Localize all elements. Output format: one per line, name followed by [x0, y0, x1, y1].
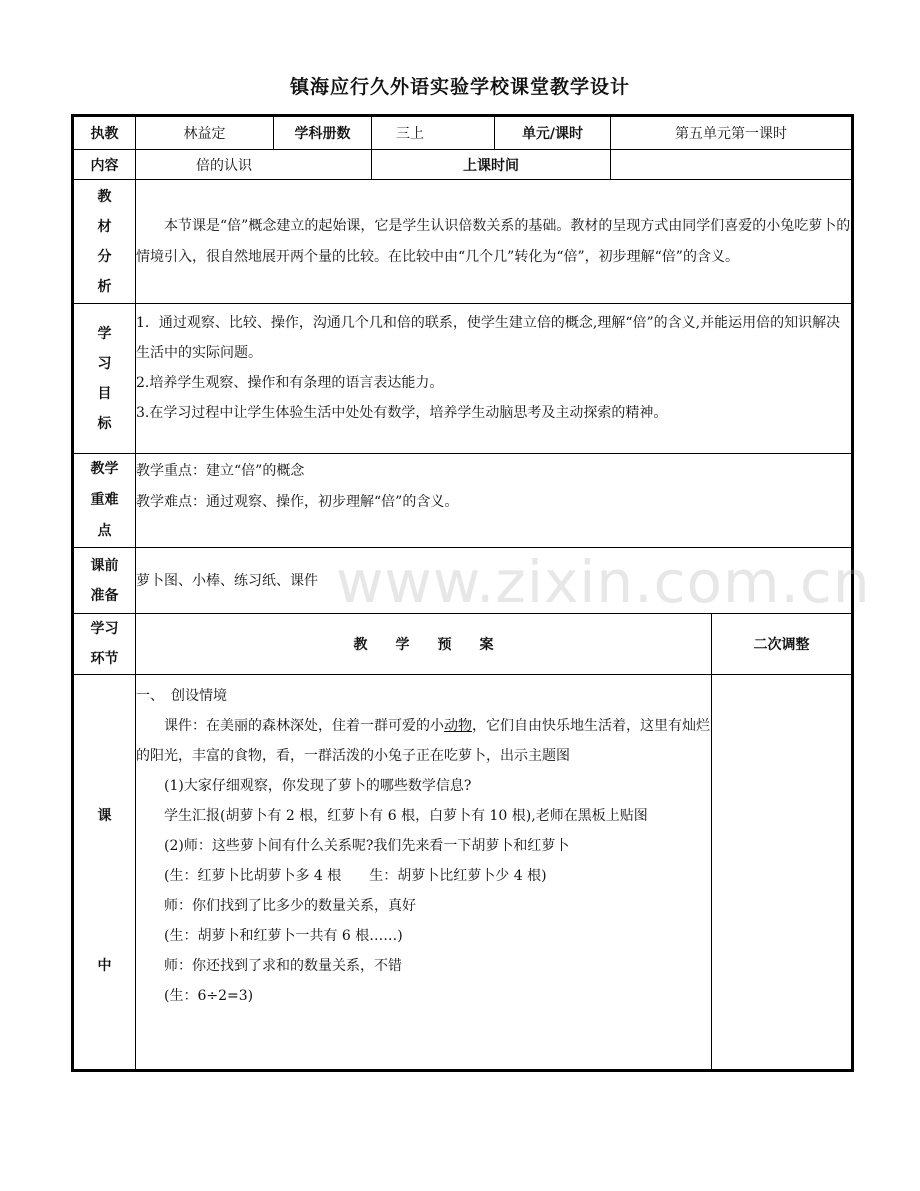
prep-content [136, 548, 853, 614]
prep-row [73, 548, 853, 614]
analysis-content [136, 180, 853, 304]
process-label: 学习 环节 [73, 614, 136, 675]
student-report: 学生汇报(胡萝卜有 2 根，红萝卜有 6 根，白萝卜有 10 根),老师在黑板上贴图 [164, 808, 648, 824]
section-title: 一、 创设情境 [136, 688, 227, 704]
lesson-intro: 课件：在美丽的森林深处，住着一群可爱的小动物，它们自由快乐地生活着，这里有灿烂的阳光，丰富的食物，看，一群活泼的小兔子正在吃萝卜，出示主题图 [136, 718, 710, 764]
teaching-difficulty: 教学难点：通过观察、操作，初步理解“倍”的含义。 [136, 494, 459, 510]
time-value [611, 150, 853, 180]
adjust-content [712, 675, 853, 1071]
lesson-label-mid: 中 [97, 958, 112, 974]
subject-label: 学科册数 [274, 116, 372, 150]
difficulty-content [136, 454, 853, 548]
unit-label: 单元/课时 [495, 116, 611, 150]
prep-text: 萝卜图、小棒、练习纸、课件 [136, 572, 318, 589]
subject-value: 三上 [372, 116, 495, 150]
watermark: www.zixin.com.cn [336, 548, 871, 616]
prep-label: 课前 准备 [73, 548, 136, 614]
goal-item-1: 1．通过观察、比较、操作，沟通几个几和倍的联系，使学生建立倍的概念,理解“倍”的含义,并能运用倍的知识解决生活中的实际问题。 [136, 315, 841, 361]
process-header-row [73, 614, 853, 675]
goal-item-2: 2.培养学生观察、操作和有条理的语言表达能力。 [136, 375, 444, 391]
analysis-label: 教 材 分 析 [73, 180, 136, 304]
lesson-label [73, 675, 136, 1071]
lesson-label-top: 课 [97, 808, 112, 824]
analysis-text: 本节课是“倍”概念建立的起始课，它是学生认识倍数关系的基础。教材的呈现方式由同学们喜爱的小兔吃萝卜的情境引入，很自然地展开两个量的比较。在比较中由“几个几”转化为“倍”，初步理解“倍”的含义。 [136, 217, 851, 265]
content-label: 内容 [73, 150, 136, 180]
header-row-1 [73, 116, 853, 150]
lesson-plan-table [71, 114, 854, 1072]
goals-label: 学 习 目 标 [73, 304, 136, 454]
page-title: 镇海应行久外语实验学校课堂教学设计 [289, 76, 630, 98]
teacher-remark-1: 师：你们找到了比多少的数量关系，真好 [164, 898, 416, 914]
teacher-remark-2: 师：你还找到了求和的数量关系，不错 [164, 958, 402, 974]
plan-header: 教 学 预 案 [136, 614, 712, 675]
student-answer-3: (生：6÷2=3) [164, 988, 254, 1004]
lesson-content [136, 675, 712, 1071]
lesson-row [73, 675, 853, 1071]
student-answer-2: (生：胡萝卜和红萝卜一共有 6 根……) [164, 928, 403, 944]
adjust-header: 二次调整 [712, 614, 853, 675]
goals-content [136, 304, 853, 454]
content-value: 倍的认识 [136, 150, 372, 180]
goals-row [73, 304, 853, 454]
goal-item-3: 3.在学习过程中让学生体验生活中处处有数学，培养学生动脑思考及主动探索的精神。 [136, 405, 668, 421]
student-answer-1: (生：红萝卜比胡萝卜多 4 根 生：胡萝卜比红萝卜少 4 根) [164, 868, 547, 884]
unit-value: 第五单元第一课时 [611, 116, 853, 150]
teacher-value: 林益定 [136, 116, 274, 150]
header-row-2 [73, 150, 853, 180]
question-2: (2)师：这些萝卜间有什么关系呢?我们先来看一下胡萝卜和红萝卜 [164, 838, 570, 854]
time-label: 上课时间 [372, 150, 611, 180]
teacher-label: 执教 [73, 116, 136, 150]
difficulty-label: 教学 重难 点 [73, 454, 136, 548]
analysis-row [73, 180, 853, 304]
question-1: (1)大家仔细观察，你发现了萝卜的哪些数学信息? [164, 778, 472, 794]
teaching-focus: 教学重点：建立“倍”的概念 [136, 463, 305, 479]
difficulty-row [73, 454, 853, 548]
